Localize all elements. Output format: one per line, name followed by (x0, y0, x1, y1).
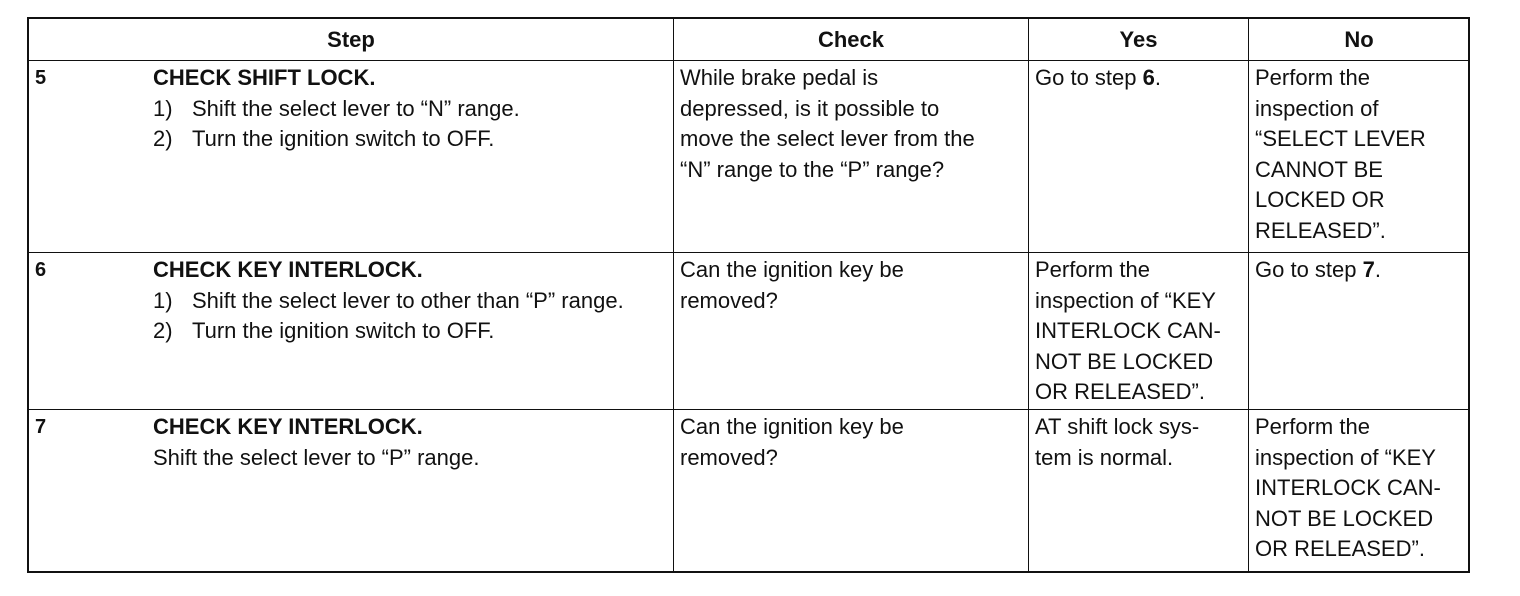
no-cell: Perform the inspection of “SELECT LEVER CANNOT BE LOCKED OR RELEASED”. (1255, 65, 1426, 243)
no-cell: Go to step 7. (1255, 257, 1381, 282)
row-divider (29, 409, 1468, 410)
yes-cell: Perform the inspection of “KEY INTERLOCK CAN- NOT BE LOCKED OR RELEASED”. (1035, 257, 1221, 404)
step-title: CHECK KEY INTERLOCK. (153, 257, 423, 282)
header-step: Step (327, 27, 375, 52)
check-cell: Can the ignition key be removed? (680, 414, 904, 470)
row-divider (29, 60, 1468, 61)
substep: 1) Shift the select lever to “N” range. (153, 95, 520, 121)
column-divider (1028, 19, 1029, 571)
check-cell: Can the ignition key be removed? (680, 257, 904, 313)
yes-cell: AT shift lock sys- tem is normal. (1035, 414, 1200, 470)
substep: 2) Turn the ignition switch to OFF. (153, 318, 495, 343)
step-number: 5 (35, 67, 47, 89)
step-cell (153, 63, 671, 155)
header-yes: Yes (1119, 27, 1158, 52)
step-number: 6 (35, 259, 47, 281)
step-cell (153, 412, 671, 473)
yes-cell: Go to step 6. (1035, 65, 1161, 90)
diagnostic-table (27, 17, 1470, 573)
step-number: 7 (35, 416, 47, 438)
step-ref: 7 (1362, 257, 1375, 282)
step-instruction: Shift the select lever to “P” range. (153, 444, 480, 470)
row-divider (29, 252, 1468, 253)
no-cell: Perform the inspection of “KEY INTERLOCK CAN- NOT BE LOCKED OR RELEASED”. (1255, 414, 1441, 561)
step-ref: 6 (1142, 65, 1155, 90)
column-divider (1248, 19, 1249, 571)
header-check: Check (817, 27, 885, 52)
step-cell (153, 255, 671, 347)
column-divider (673, 19, 674, 571)
substep: 2) Turn the ignition switch to OFF. (153, 126, 495, 151)
step-title: CHECK KEY INTERLOCK. (153, 414, 423, 439)
substep: 1) Shift the select lever to other than “P” range. (153, 287, 624, 313)
step-title: CHECK SHIFT LOCK. (153, 65, 376, 90)
check-cell: While brake pedal is depressed, is it possible to move the select lever from the “N” range to the “P” range? (680, 65, 975, 182)
header-no: No (1344, 27, 1374, 52)
